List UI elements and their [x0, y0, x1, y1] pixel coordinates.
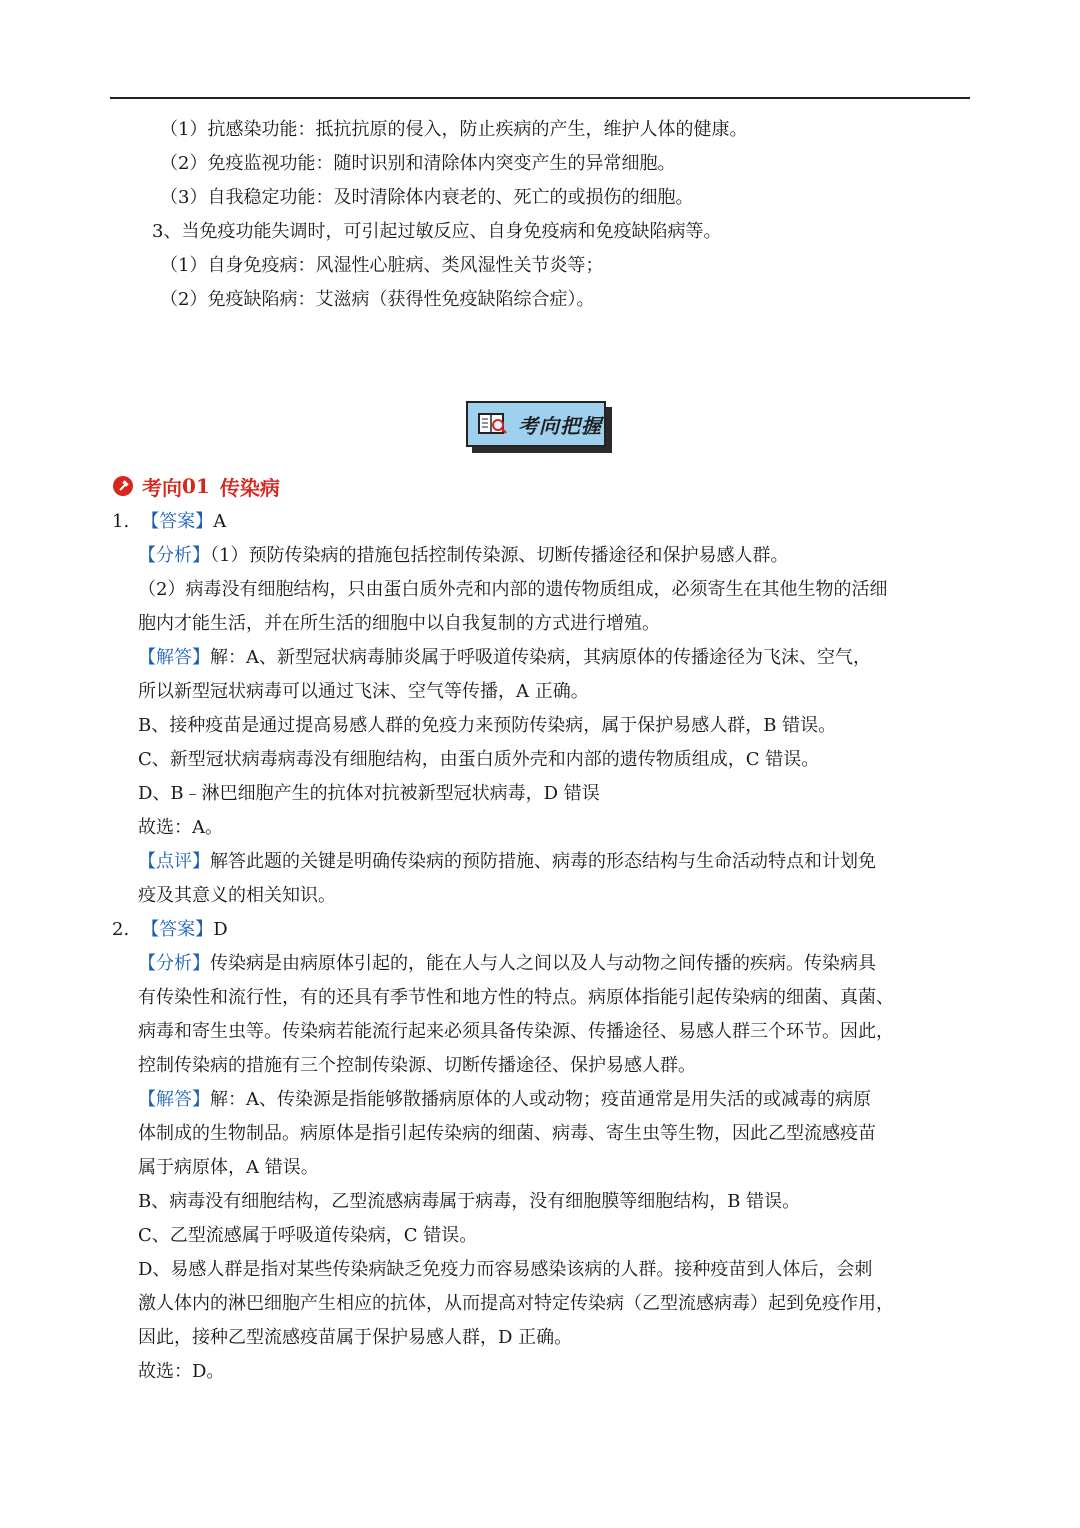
section-badge — [466, 401, 614, 455]
q2-solution-line: 因此，接种乙型流感疫苗属于保护易感人群，D 正确。 — [138, 1327, 573, 1348]
q2-answer-line — [112, 917, 228, 943]
q2-solution-text: 解：A、传染源是指能够散播病原体的人或动物；疫苗通常是用失活的或减毒的病原 — [210, 1089, 871, 1110]
q2-solution-line: D、易感人群是指对某些传染病缺乏免疫力而容易感染该病的人群。接种疫苗到人体后，会刺 — [138, 1259, 873, 1280]
q2-analysis-text: 传染病是由病原体引起的，能在人与人之间以及人与动物之间传播的疾病。传染病具 — [210, 953, 876, 974]
q1-answer-line — [112, 509, 226, 535]
q2-number: 2. — [112, 919, 130, 940]
q1-answer: A — [213, 511, 227, 532]
q2-solution-line — [138, 1087, 871, 1113]
list-item: （2）免疫监视功能：随时识别和清除体内突变产生的异常细胞。 — [160, 153, 676, 174]
q1-comment-line: 疫及其意义的相关知识。 — [138, 885, 336, 906]
q1-solution-line: D、B﹣淋巴细胞产生的抗体对抗被新型冠状病毒，D 错误 — [138, 783, 600, 804]
q1-analysis-line: 胞内才能生活，并在所生活的细胞中以自我复制的方式进行增殖。 — [138, 613, 660, 634]
section-title: 传染病 — [219, 475, 280, 500]
list-item: （1）抗感染功能：抵抗抗原的侵入，防止疾病的产生，维护人体的健康。 — [160, 119, 748, 140]
q1-choice: 故选：A。 — [138, 817, 223, 838]
comment-label: 【点评】 — [138, 851, 210, 872]
q2-solution-line: 激人体内的淋巴细胞产生相应的抗体，从而提高对特定传染病（乙型流感病毒）起到免疫作用， — [138, 1293, 894, 1314]
q1-comment-text: 解答此题的关键是明确传染病的预防措施、病毒的形态结构与生命活动特点和计划免 — [210, 851, 876, 872]
section-number: 01 — [182, 474, 210, 498]
answer-label: 【答案】 — [141, 919, 214, 940]
q2-solution-line: 体制成的生物制品。病原体是指引起传染病的细菌、病毒、寄生虫等生物，因此乙型流感疫苗 — [138, 1123, 876, 1144]
list-item: 3、当免疫功能失调时，可引起过敏反应、自身免疫病和免疫缺陷病等。 — [152, 221, 722, 242]
q1-analysis-line — [138, 543, 788, 569]
section-prefix: 考向 — [142, 475, 182, 500]
q2-analysis-line: 控制传染病的措施有三个控制传染源、切断传播途径、保护易感人群。 — [138, 1055, 696, 1076]
q2-choice: 故选：D。 — [138, 1361, 225, 1382]
q1-comment-line — [138, 849, 876, 875]
section-heading — [112, 470, 280, 502]
analysis-label: 【分析】 — [138, 545, 210, 566]
badge-label: 考向把握 — [518, 413, 602, 438]
pin-icon — [112, 475, 134, 497]
q2-answer: D — [213, 919, 228, 940]
q1-solution-line: B、接种疫苗是通过提高易感人群的免疫力来预防传染病，属于保护易感人群，B 错误。 — [138, 715, 837, 736]
q1-solution-line: C、新型冠状病毒病毒没有细胞结构，由蛋白质外壳和内部的遗传物质组成，C 错误。 — [138, 749, 820, 770]
q2-solution-line: C、乙型流感属于呼吸道传染病，C 错误。 — [138, 1225, 478, 1246]
q2-analysis-line: 有传染性和流行性，有的还具有季节性和地方性的特点。病原体指能引起传染病的细菌、真菌、 — [138, 987, 894, 1008]
list-item: （2）免疫缺陷病：艾滋病（获得性免疫缺陷综合症）。 — [160, 289, 595, 310]
answer-label: 【答案】 — [141, 511, 214, 532]
q1-solution-line — [138, 645, 871, 671]
solution-label: 【解答】 — [138, 647, 210, 668]
q2-solution-line: B、病毒没有细胞结构，乙型流感病毒属于病毒，没有细胞膜等细胞结构，B 错误。 — [138, 1191, 801, 1212]
q2-analysis-line — [138, 951, 876, 977]
q1-solution-line: 所以新型冠状病毒可以通过飞沫、空气等传播，A 正确。 — [138, 681, 589, 702]
q1-analysis-text: （1）预防传染病的措施包括控制传染源、切断传播途径和保护易感人群。 — [210, 545, 789, 566]
q1-analysis-line: （2）病毒没有细胞结构，只由蛋白质外壳和内部的遗传物质组成，必须寄生在其他生物的活细 — [138, 579, 888, 600]
analysis-label: 【分析】 — [138, 953, 210, 974]
q2-solution-line: 属于病原体，A 错误。 — [138, 1157, 319, 1178]
q1-number: 1. — [112, 511, 130, 532]
q1-solution-text: 解：A、新型冠状病毒肺炎属于呼吸道传染病，其病原体的传播途径为飞沫、空气， — [210, 647, 871, 668]
book-magnifier-icon — [478, 412, 508, 436]
header-rule — [110, 97, 970, 99]
list-item: （3）自我稳定功能：及时清除体内衰老的、死亡的或损伤的细胞。 — [160, 187, 694, 208]
solution-label: 【解答】 — [138, 1089, 210, 1110]
q2-analysis-line: 病毒和寄生虫等。传染病若能流行起来必须具备传染源、传播途径、易感人群三个环节。因此， — [138, 1021, 894, 1042]
list-item: （1）自身免疫病：风湿性心脏病、类风湿性关节炎等； — [160, 255, 604, 276]
badge-box — [466, 401, 606, 447]
